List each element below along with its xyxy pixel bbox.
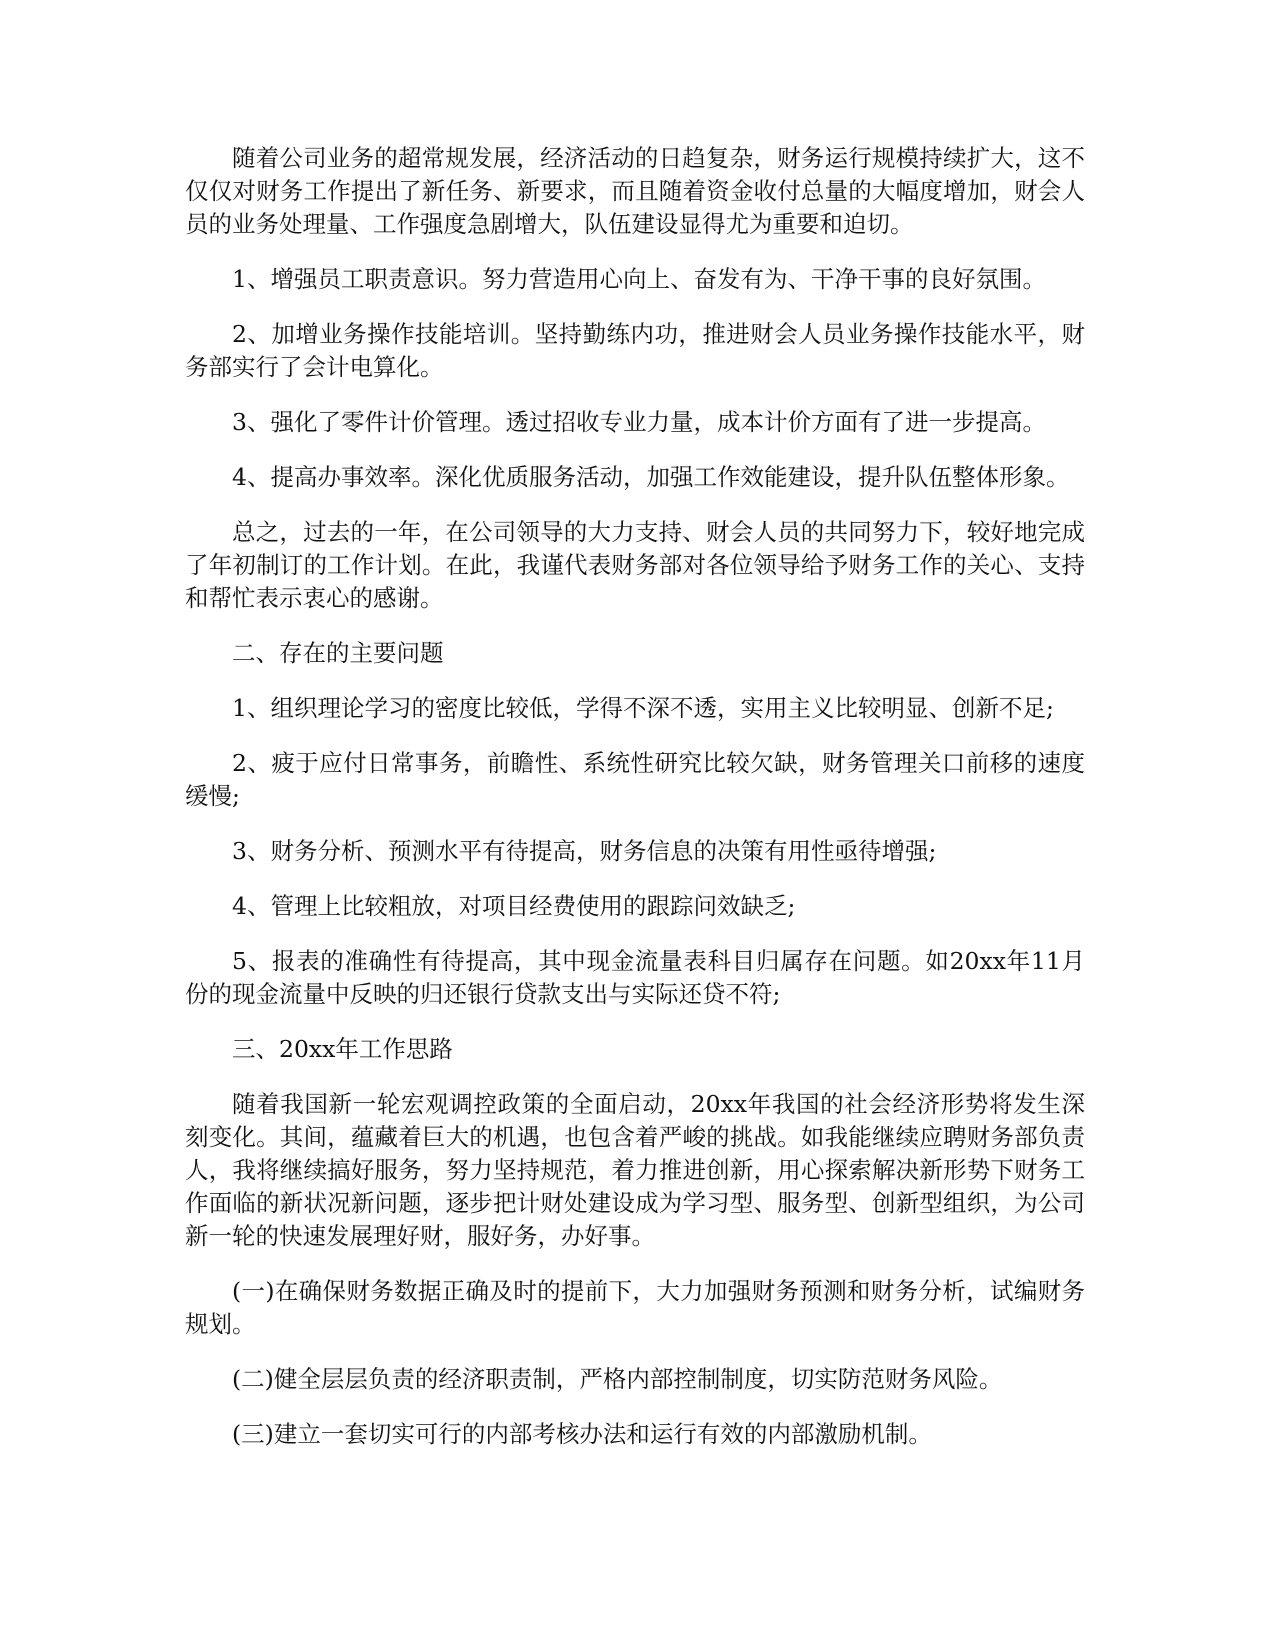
intro-paragraph: 随着公司业务的超常规发展，经济活动的日趋复杂，财务运行规模持续扩大，这不仅仅对财务工作提出了新任务、新要求，而且随着资金收付总量的大幅度增加，财会人员的业务处理量、工作强度急剧增大，队伍建设显得尤为重要和迫切。 <box>185 144 1085 238</box>
section-heading-problems: 二、存在的主要问题 <box>232 639 444 667</box>
problem-item-5: 5、报表的准确性有待提高，其中现金流量表科目归属存在问题。如20xx年11月份的现金流量中反映的归还银行贷款支出与实际还贷不符; <box>185 947 1085 1008</box>
achievement-item-2: 2、加增业务操作技能培训。坚持勤练内功，推进财会人员业务操作技能水平，财务部实行了会计电算化。 <box>185 320 1085 381</box>
problem-item-2: 2、疲于应付日常事务，前瞻性、系统性研究比较欠缺，财务管理关口前移的速度缓慢; <box>185 749 1085 810</box>
plan-item-3: (三)建立一套切实可行的内部考核办法和运行有效的内部激励机制。 <box>232 1420 932 1448</box>
achievement-item-1: 1、增强员工职责意识。努力营造用心向上、奋发有为、干净干事的良好氛围。 <box>232 265 1046 293</box>
document-body <box>185 142 1085 1473</box>
summary-paragraph: 总之，过去的一年，在公司领导的大力支持、财会人员的共同努力下，较好地完成了年初制订的工作计划。在此，我谨代表财务部对各位领导给予财务工作的关心、支持和帮忙表示衷心的感谢。 <box>185 518 1085 612</box>
problem-item-1: 1、组织理论学习的密度比较低，学得不深不透，实用主义比较明显、创新不足; <box>232 694 1054 722</box>
section-heading-plan: 三、20xx年工作思路 <box>232 1035 453 1063</box>
achievement-item-3: 3、强化了零件计价管理。透过招收专业力量，成本计价方面有了进一步提高。 <box>232 408 1046 436</box>
plan-item-2: (二)健全层层负责的经济职责制，严格内部控制制度，切实防范财务风险。 <box>232 1365 1003 1393</box>
problem-item-3: 3、财务分析、预测水平有待提高，财务信息的决策有用性亟待增强; <box>232 837 937 865</box>
problem-item-4: 4、管理上比较粗放，对项目经费使用的跟踪问效缺乏; <box>232 892 796 920</box>
achievement-item-4: 4、提高办事效率。深化优质服务活动，加强工作效能建设，提升队伍整体形象。 <box>232 463 1070 491</box>
plan-item-1: (一)在确保财务数据正确及时的提前下，大力加强财务预测和财务分析，试编财务规划。 <box>185 1277 1085 1338</box>
plan-intro-paragraph: 随着我国新一轮宏观调控政策的全面启动，20xx年我国的社会经济形势将发生深刻变化。其间，蕴藏着巨大的机遇，也包含着严峻的挑战。如我能继续应聘财务部负责人，我将继续搞好服务，努力坚持规范，着力推进创新，用心探索解决新形势下财务工作面临的新状况新问题，逐步把计财处建设成为学习型、服务型、创新型组织，为公司新一轮的快速发展理好财，服好务，办好事。 <box>185 1090 1085 1250</box>
